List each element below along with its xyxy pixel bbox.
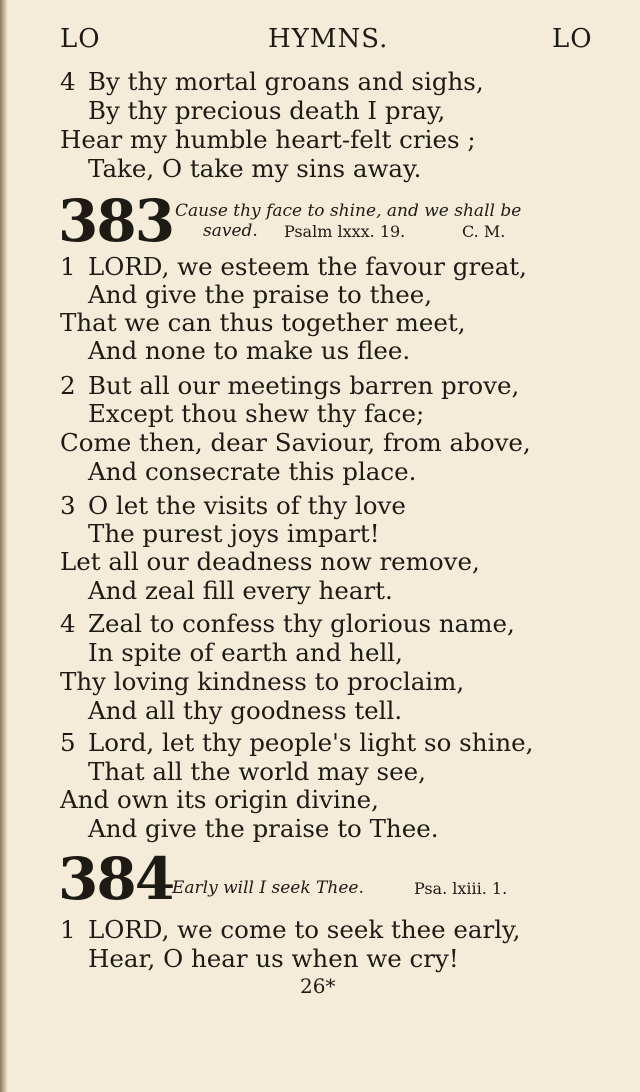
- header-center: HYMNS.: [268, 24, 389, 54]
- hymn-meter: C. M.: [462, 222, 506, 241]
- verse-line: And give the praise to thee,: [88, 280, 432, 309]
- verse-line: And own its origin divine,: [60, 785, 379, 814]
- verse-number: 1: [60, 252, 76, 281]
- verse-line: Hear my humble heart-felt cries ;: [60, 125, 476, 154]
- scripture-reference: Psalm lxxx. 19.: [284, 222, 406, 241]
- verse-line: Let all our deadness now remove,: [60, 547, 480, 576]
- verse-line: The purest joys impart!: [88, 519, 380, 548]
- hymn-title-continued: saved.: [203, 221, 258, 241]
- verse-line: That we can thus together meet,: [60, 308, 466, 337]
- verse-line: In spite of earth and hell,: [88, 638, 403, 667]
- verse-line: Thy loving kindness to proclaim,: [60, 667, 465, 696]
- page-binding-edge: [0, 0, 8, 1092]
- verse-line: But all our meetings barren prove,: [88, 371, 520, 400]
- hymn-title: Cause thy face to shine, and we shall be: [175, 201, 522, 221]
- verse-line: And none to make us flee.: [88, 336, 411, 365]
- scripture-reference: Psa. lxiii. 1.: [414, 879, 508, 898]
- verse-line: By thy precious death I pray,: [88, 96, 446, 125]
- verse-number: 5: [60, 728, 76, 757]
- verse-line: And give the praise to Thee.: [88, 814, 439, 843]
- signature-mark: 26*: [300, 974, 336, 998]
- verse-number: 4: [60, 67, 76, 96]
- verse-number: 3: [60, 491, 76, 520]
- verse-line: And consecrate this place.: [88, 457, 417, 486]
- verse-line: That all the world may see,: [88, 757, 426, 786]
- verse-line: Lord, let thy people's light so shine,: [88, 728, 534, 757]
- verse-line: O let the visits of thy love: [88, 491, 406, 520]
- verse-line: By thy mortal groans and sighs,: [88, 67, 484, 96]
- hymn-number: 383: [58, 187, 174, 255]
- header-right: LO: [552, 24, 593, 54]
- verse-number: 1: [60, 915, 76, 944]
- hymn-number: 384: [58, 845, 174, 913]
- verse-line: And all thy goodness tell.: [88, 696, 403, 725]
- verse-line: LORD, we come to seek thee early,: [88, 915, 521, 944]
- verse-number: 2: [60, 371, 76, 400]
- verse-line: LORD, we esteem the favour great,: [88, 252, 527, 281]
- verse-line: And zeal fill every heart.: [88, 576, 393, 605]
- verse-line: Come then, dear Saviour, from above,: [60, 428, 531, 457]
- header-left: LO: [60, 24, 101, 54]
- verse-line: Hear, O hear us when we cry!: [88, 944, 459, 973]
- verse-line: Except thou shew thy face;: [88, 399, 425, 428]
- verse-number: 4: [60, 609, 76, 638]
- verse-line: Zeal to confess thy glorious name,: [88, 609, 515, 638]
- verse-line: Take, O take my sins away.: [88, 154, 422, 183]
- hymn-title: Early will I seek Thee.: [172, 878, 364, 898]
